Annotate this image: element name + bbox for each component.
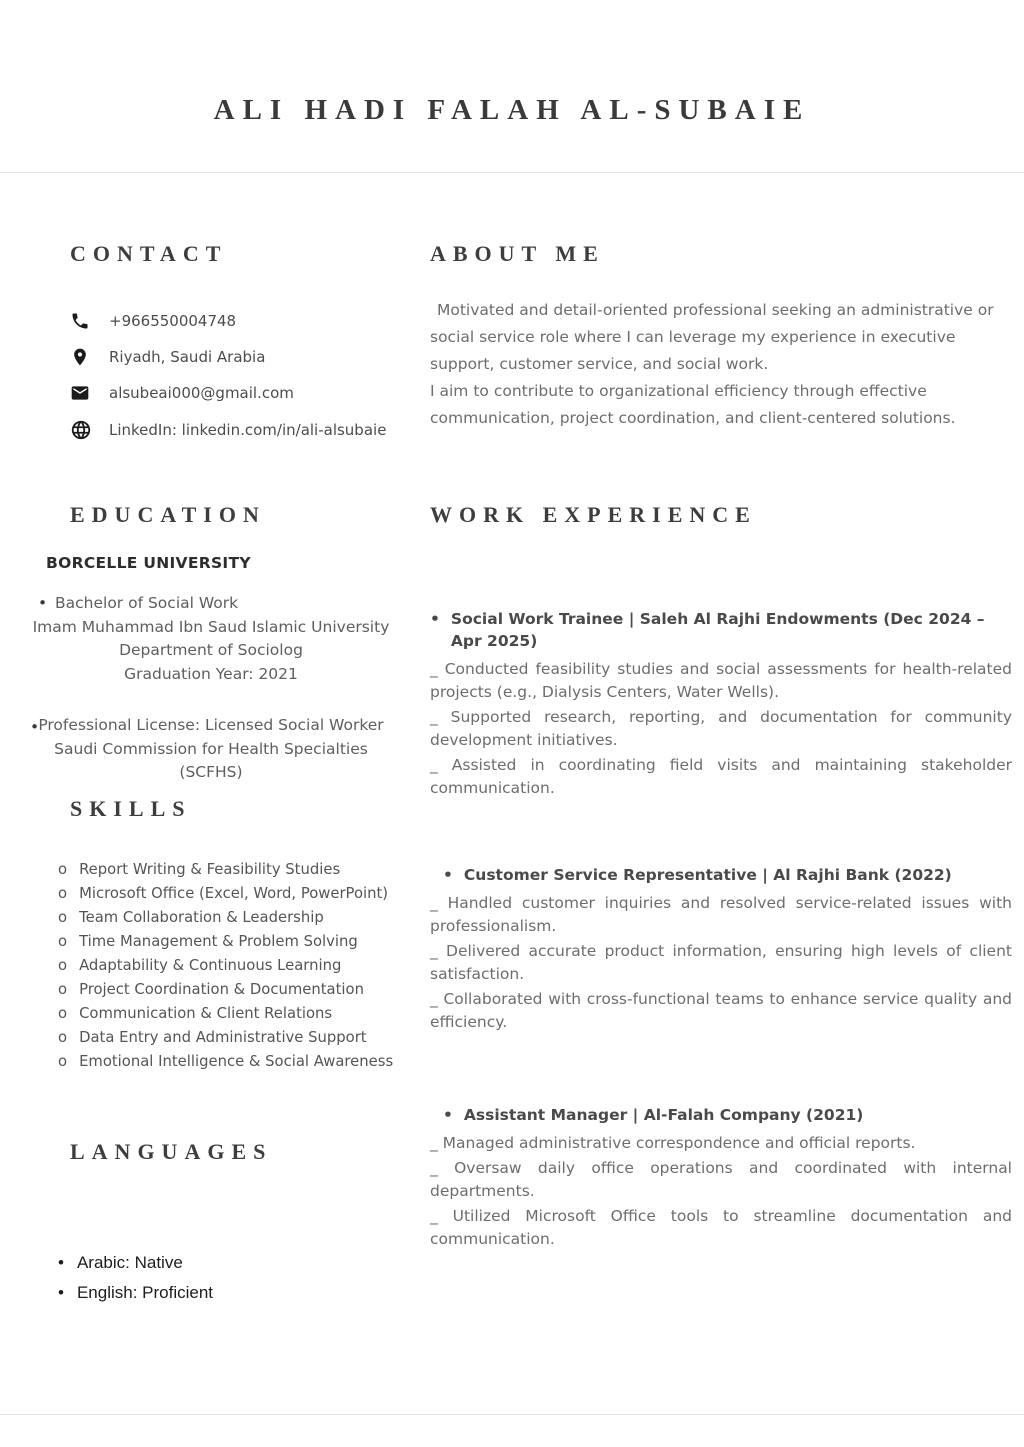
skill-item: o Project Coordination & Documentation bbox=[58, 980, 403, 999]
about-paragraph-2: I aim to contribute to organizational efficiency through effective communication, project coordination, and client-centered solutions. bbox=[430, 382, 956, 427]
language-item: • English: Proficient bbox=[58, 1283, 398, 1303]
skills-heading: SKILLS bbox=[70, 796, 192, 821]
work-experience-section bbox=[430, 502, 1012, 1251]
job-bullet: _ Collaborated with cross-functional teams to enhance service quality and efficiency. bbox=[430, 990, 1012, 1031]
contact-phone-text: +966550004748 bbox=[109, 312, 237, 330]
license-title: Professional License: Licensed Social Worker bbox=[38, 716, 384, 734]
job-entry bbox=[430, 608, 1012, 800]
resume-name: ALI HADI FALAH AL-SUBAIE bbox=[213, 94, 811, 126]
location-icon bbox=[70, 347, 90, 367]
skill-item: o Microsoft Office (Excel, Word, PowerPoint) bbox=[58, 884, 403, 903]
skill-item: o Report Writing & Feasibility Studies bbox=[58, 860, 403, 879]
phone-icon bbox=[70, 311, 90, 331]
skill-item: o Time Management & Problem Solving bbox=[58, 932, 403, 951]
skill-item: o Communication & Client Relations bbox=[58, 1004, 403, 1023]
job-title: • Assistant Manager | Al-Falah Company (2021) bbox=[430, 1104, 1012, 1126]
skills-list bbox=[58, 860, 403, 1071]
contact-list bbox=[70, 311, 402, 441]
about-text bbox=[430, 297, 1012, 432]
skill-item: o Data Entry and Administrative Support bbox=[58, 1028, 403, 1047]
university-name: BORCELLE UNIVERSITY bbox=[46, 554, 251, 572]
contact-row-linkedin bbox=[70, 419, 402, 441]
contact-row-location bbox=[70, 347, 402, 367]
footer-divider bbox=[0, 1414, 1024, 1415]
job-bullet: _ Assisted in coordinating field visits and maintaining stakeholder communication. bbox=[430, 756, 1012, 797]
degree-title: Bachelor of Social Work bbox=[55, 594, 239, 612]
contact-linkedin-text: LinkedIn: linkedin.com/in/ali-alsubaie bbox=[109, 421, 387, 439]
linkedin-globe-icon bbox=[70, 419, 92, 441]
about-heading: ABOUT ME bbox=[430, 241, 605, 266]
contact-heading: CONTACT bbox=[70, 241, 228, 266]
about-section bbox=[430, 241, 1012, 432]
contact-email-text: alsubeai000@gmail.com bbox=[109, 384, 294, 402]
skills-section bbox=[58, 796, 403, 1076]
header-divider bbox=[0, 172, 1024, 173]
bullet-icon: • bbox=[30, 718, 40, 736]
job-title: • Social Work Trainee | Saleh Al Rajhi Endowments (Dec 2024 – Apr 2025) bbox=[430, 608, 1012, 652]
job-bullet: _ Managed administrative correspondence and official reports. bbox=[430, 1134, 916, 1152]
job-bullet: _ Utilized Microsoft Office tools to streamline documentation and communication. bbox=[430, 1207, 1012, 1248]
job-entry bbox=[430, 864, 1012, 1034]
job-bullet: _ Delivered accurate product information, ensuring high levels of client satisfaction. bbox=[430, 942, 1012, 983]
languages-list bbox=[58, 1253, 398, 1303]
language-item: • Arabic: Native bbox=[58, 1253, 398, 1273]
work-experience-heading: WORK EXPERIENCE bbox=[430, 502, 757, 527]
education-section bbox=[30, 502, 392, 785]
job-entry bbox=[430, 1104, 1012, 1251]
languages-heading: LANGUAGES bbox=[70, 1139, 273, 1164]
contact-location-text: Riyadh, Saudi Arabia bbox=[109, 348, 266, 366]
degree-department: Department of Sociolog bbox=[119, 641, 303, 659]
license-abbreviation: (SCFHS) bbox=[179, 763, 243, 781]
education-heading: EDUCATION bbox=[70, 502, 266, 527]
job-bullet: _ Oversaw daily office operations and coordinated with internal departments. bbox=[430, 1159, 1012, 1200]
contact-row-email bbox=[70, 383, 402, 403]
bullet-icon: • bbox=[38, 594, 48, 612]
job-bullet: _ Supported research, reporting, and documentation for community development initiatives. bbox=[430, 708, 1012, 749]
about-paragraph-1: Motivated and detail-oriented professional seeking an administrative or social service role where I can leverage my experience in executive support, customer service, and social work. bbox=[430, 301, 994, 373]
contact-section bbox=[70, 241, 402, 457]
license-issuer: Saudi Commission for Health Specialties bbox=[54, 739, 368, 758]
skill-item: o Team Collaboration & Leadership bbox=[58, 908, 403, 927]
contact-row-phone bbox=[70, 311, 402, 331]
education-item-degree bbox=[30, 592, 392, 686]
degree-university: Imam Muhammad Ibn Saud Islamic University bbox=[32, 617, 390, 636]
languages-section bbox=[58, 1139, 398, 1313]
job-bullet: _ Handled customer inquiries and resolved service-related issues with professionalism. bbox=[430, 894, 1012, 935]
skill-item: o Adaptability & Continuous Learning bbox=[58, 956, 403, 975]
education-item-license bbox=[30, 714, 392, 785]
job-title: • Customer Service Representative | Al Rajhi Bank (2022) bbox=[430, 864, 1012, 886]
email-icon bbox=[70, 383, 90, 403]
degree-graduation-year: Graduation Year: 2021 bbox=[124, 664, 298, 683]
job-bullet: _ Conducted feasibility studies and social assessments for health-related projects (e.g., Dialysis Centers, Water Wells). bbox=[430, 660, 1012, 701]
skill-item: o Emotional Intelligence & Social Awareness bbox=[58, 1052, 403, 1071]
